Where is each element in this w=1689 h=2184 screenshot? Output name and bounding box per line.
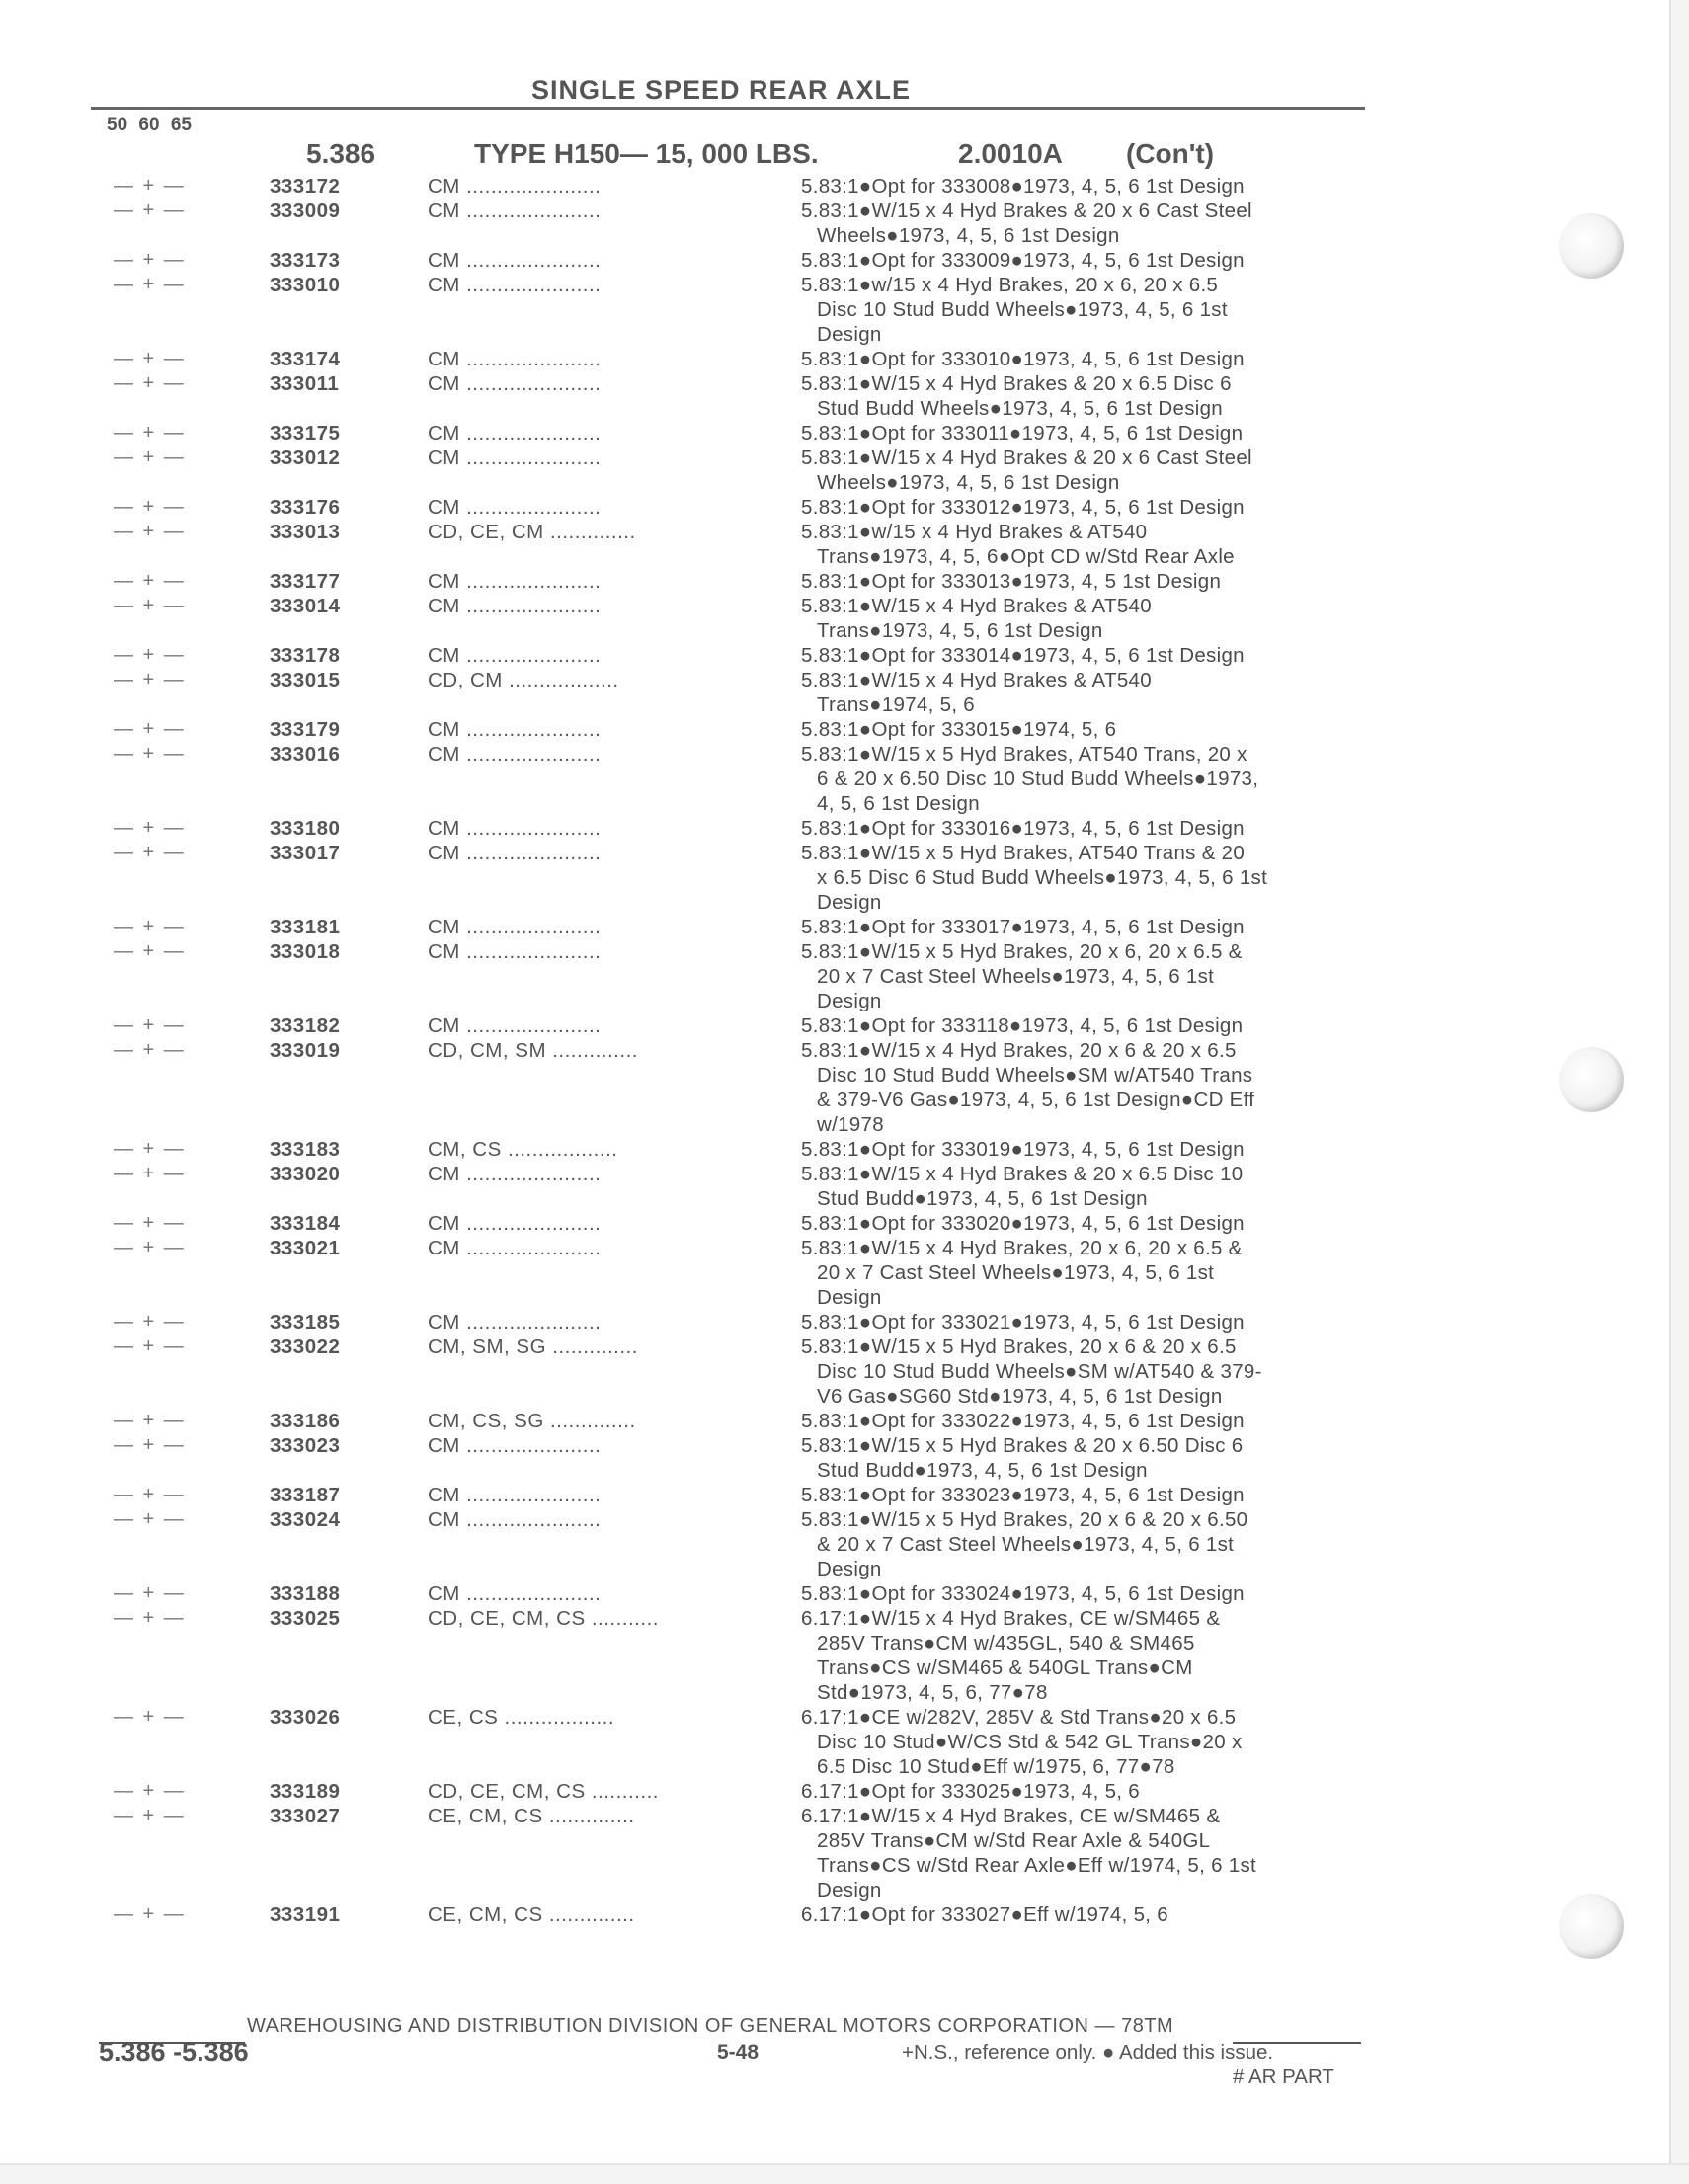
part-entry-continuation bbox=[0, 1656, 1383, 1680]
part-number: 333010 bbox=[270, 274, 341, 296]
model-year-column-heads: 50 60 65 bbox=[107, 115, 192, 135]
part-entry-row bbox=[0, 495, 1383, 520]
part-description: V6 Gas●SG60 Std●1973, 4, 5, 6 1st Design bbox=[817, 1385, 1223, 1408]
model-codes: CE, CM, CS .............. bbox=[428, 1805, 635, 1827]
part-entry-row bbox=[0, 594, 1383, 618]
part-entry-row bbox=[0, 1902, 1383, 1927]
year-availability-marks: — + — bbox=[114, 1039, 186, 1061]
part-entry-continuation bbox=[0, 989, 1383, 1013]
part-number: 333025 bbox=[270, 1607, 341, 1630]
part-description: 6.5 Disc 10 Stud●Eff w/1975, 6, 77●78 bbox=[817, 1755, 1175, 1778]
part-number: 333018 bbox=[270, 940, 341, 963]
part-description: Trans●1973, 4, 5, 6 1st Design bbox=[817, 619, 1103, 642]
part-description: 5.83:1●W/15 x 5 Hyd Brakes & 20 x 6.50 Disc 6 bbox=[801, 1434, 1244, 1457]
part-entry-row bbox=[0, 643, 1383, 668]
part-description: Disc 10 Stud Budd Wheels●1973, 4, 5, 6 1st bbox=[817, 298, 1228, 321]
model-codes: CM ...................... bbox=[428, 200, 602, 222]
part-description: 5.83:1●Opt for 333011●1973, 4, 5, 6 1st Design bbox=[801, 422, 1244, 445]
year-availability-marks: — + — bbox=[114, 644, 186, 666]
part-entry-continuation bbox=[0, 1631, 1383, 1656]
year-availability-marks: — + — bbox=[114, 1780, 186, 1802]
part-entry-continuation bbox=[0, 791, 1383, 816]
part-description: Design bbox=[817, 891, 882, 914]
part-number: 333185 bbox=[270, 1311, 341, 1334]
part-number: 333013 bbox=[270, 521, 341, 543]
year-availability-marks: — + — bbox=[114, 1335, 186, 1357]
part-description: 5.83:1●Opt for 333024●1973, 4, 5, 6 1st Design bbox=[801, 1582, 1245, 1605]
part-entry-row bbox=[0, 668, 1383, 692]
part-entry-continuation bbox=[0, 1532, 1383, 1557]
part-entry-continuation bbox=[0, 1384, 1383, 1409]
part-description: 5.83:1●W/15 x 4 Hyd Brakes & 20 x 6 Cast Steel bbox=[801, 200, 1252, 222]
part-entry-row bbox=[0, 841, 1383, 865]
model-codes: CD, CM .................. bbox=[428, 669, 619, 691]
part-number: 333184 bbox=[270, 1212, 341, 1235]
part-description: Stud Budd●1973, 4, 5, 6 1st Design bbox=[817, 1459, 1148, 1482]
binder-hole bbox=[1559, 1894, 1624, 1959]
part-entry-row bbox=[0, 347, 1383, 371]
year-availability-marks: — + — bbox=[114, 1163, 186, 1184]
model-codes: CM ...................... bbox=[428, 1582, 602, 1605]
year-availability-marks: — + — bbox=[114, 200, 186, 221]
part-description: 5.83:1●W/15 x 4 Hyd Brakes & AT540 bbox=[801, 669, 1152, 691]
model-codes: CD, CM, SM .............. bbox=[428, 1039, 638, 1062]
part-entry-row bbox=[0, 1335, 1383, 1359]
part-description: Trans●CS w/SM465 & 540GL Trans●CM bbox=[817, 1657, 1193, 1679]
model-codes: CD, CE, CM, CS ........... bbox=[428, 1607, 659, 1630]
part-description: 5.83:1●W/15 x 5 Hyd Brakes, 20 x 6, 20 x 6.5 & bbox=[801, 940, 1243, 963]
year-availability-marks: — + — bbox=[114, 1508, 186, 1530]
part-description: 5.83:1●w/15 x 4 Hyd Brakes, 20 x 6, 20 x 6.5 bbox=[801, 274, 1219, 296]
part-description: 5.83:1●Opt for 333118●1973, 4, 5, 6 1st Design bbox=[801, 1014, 1244, 1037]
part-description: 20 x 7 Cast Steel Wheels●1973, 4, 5, 6 1st bbox=[817, 965, 1215, 988]
footer-page-ref: 5.386 -5.386 bbox=[99, 2037, 249, 2066]
year-availability-marks: — + — bbox=[114, 570, 186, 592]
part-entry-continuation bbox=[0, 1754, 1383, 1779]
part-entry-continuation bbox=[0, 223, 1383, 248]
part-number: 333191 bbox=[270, 1903, 341, 1926]
part-description: 5.83:1●W/15 x 5 Hyd Brakes, AT540 Trans, 20 x bbox=[801, 743, 1247, 766]
part-description: Design bbox=[817, 1879, 882, 1901]
part-description: Stud Budd Wheels●1973, 4, 5, 6 1st Design bbox=[817, 397, 1224, 420]
model-codes: CM ...................... bbox=[428, 1237, 602, 1259]
part-entry-continuation bbox=[0, 1557, 1383, 1581]
year-availability-marks: — + — bbox=[114, 1805, 186, 1826]
part-entry-row bbox=[0, 174, 1383, 199]
part-description: 5.83:1●Opt for 333020●1973, 4, 5, 6 1st Design bbox=[801, 1212, 1245, 1235]
part-description: 5.83:1●Opt for 333021●1973, 4, 5, 6 1st Design bbox=[801, 1311, 1245, 1334]
part-description: Trans●CS w/Std Rear Axle●Eff w/1974, 5, 6 1st bbox=[817, 1854, 1257, 1877]
part-number: 333015 bbox=[270, 669, 341, 691]
part-entry-continuation bbox=[0, 767, 1383, 791]
model-codes: CD, CE, CM .............. bbox=[428, 521, 636, 543]
year-availability-marks: — + — bbox=[114, 916, 186, 937]
part-description: Trans●1973, 4, 5, 6●Opt CD w/Std Rear Axle bbox=[817, 545, 1235, 568]
part-number: 333026 bbox=[270, 1706, 341, 1729]
part-number: 333178 bbox=[270, 644, 341, 667]
part-description: 5.83:1●Opt for 333022●1973, 4, 5, 6 1st Design bbox=[801, 1410, 1245, 1432]
model-codes: CM ...................... bbox=[428, 496, 602, 519]
year-availability-marks: — + — bbox=[114, 1410, 186, 1431]
year-availability-marks: — + — bbox=[114, 496, 186, 518]
part-entry-row bbox=[0, 1433, 1383, 1458]
part-number: 333023 bbox=[270, 1434, 341, 1457]
part-description: 285V Trans●CM w/Std Rear Axle & 540GL bbox=[817, 1829, 1211, 1852]
year-availability-marks: — + — bbox=[114, 743, 186, 765]
section-continued: (Con't) bbox=[1126, 138, 1215, 169]
part-number: 333016 bbox=[270, 743, 341, 766]
part-entry-row bbox=[0, 717, 1383, 742]
part-number: 333176 bbox=[270, 496, 341, 519]
part-entry-continuation bbox=[0, 1359, 1383, 1384]
part-entry-row bbox=[0, 1211, 1383, 1236]
part-description: Wheels●1973, 4, 5, 6 1st Design bbox=[817, 224, 1120, 247]
footer-legend: +N.S., reference only. ● Added this issue. bbox=[902, 2041, 1274, 2063]
part-number: 333189 bbox=[270, 1780, 341, 1803]
part-entry-continuation bbox=[0, 865, 1383, 890]
model-codes: CM, SM, SG .............. bbox=[428, 1335, 638, 1358]
part-entry-row bbox=[0, 1581, 1383, 1606]
model-codes: CM ...................... bbox=[428, 175, 602, 198]
part-entry-continuation bbox=[0, 890, 1383, 915]
part-description: & 379-V6 Gas●1973, 4, 5, 6 1st Design●CD Eff bbox=[817, 1089, 1255, 1111]
part-entry-row bbox=[0, 915, 1383, 939]
model-codes: CM ...................... bbox=[428, 1508, 602, 1531]
part-number: 333019 bbox=[270, 1039, 341, 1062]
year-availability-marks: — + — bbox=[114, 1212, 186, 1234]
part-entry-continuation bbox=[0, 1878, 1383, 1902]
model-codes: CM ...................... bbox=[428, 422, 602, 445]
part-entry-continuation bbox=[0, 1260, 1383, 1285]
part-number: 333181 bbox=[270, 916, 341, 938]
part-description: Std●1973, 4, 5, 6, 77●78 bbox=[817, 1681, 1048, 1704]
part-number: 333186 bbox=[270, 1410, 341, 1432]
part-entry-row bbox=[0, 1779, 1383, 1804]
part-number: 333173 bbox=[270, 249, 341, 272]
page-edge-bottom bbox=[0, 2163, 1689, 2184]
part-entry-row bbox=[0, 199, 1383, 223]
part-number: 333022 bbox=[270, 1335, 341, 1358]
part-entry-continuation bbox=[0, 544, 1383, 569]
part-entry-continuation bbox=[0, 322, 1383, 347]
part-description: 6.17:1●W/15 x 4 Hyd Brakes, CE w/SM465 & bbox=[801, 1607, 1221, 1630]
part-entry-continuation bbox=[0, 470, 1383, 495]
part-number: 333017 bbox=[270, 842, 341, 864]
year-availability-marks: — + — bbox=[114, 274, 186, 295]
part-number: 333174 bbox=[270, 348, 341, 370]
part-description: Design bbox=[817, 1558, 882, 1580]
part-description: 5.83:1●Opt for 333023●1973, 4, 5, 6 1st Design bbox=[801, 1484, 1245, 1506]
part-description: Wheels●1973, 4, 5, 6 1st Design bbox=[817, 471, 1120, 494]
part-description: Stud Budd●1973, 4, 5, 6 1st Design bbox=[817, 1187, 1148, 1210]
model-codes: CM ...................... bbox=[428, 348, 602, 370]
year-availability-marks: — + — bbox=[114, 372, 186, 394]
part-description: Design bbox=[817, 990, 882, 1012]
title-rule bbox=[91, 107, 1365, 110]
part-entry-row bbox=[0, 1013, 1383, 1038]
part-description: 5.83:1●Opt for 333009●1973, 4, 5, 6 1st Design bbox=[801, 249, 1245, 272]
part-description: 5.83:1●W/15 x 4 Hyd Brakes & AT540 bbox=[801, 595, 1152, 617]
model-codes: CM ...................... bbox=[428, 1311, 602, 1334]
model-codes: CM ...................... bbox=[428, 570, 602, 593]
model-codes: CM ...................... bbox=[428, 372, 602, 395]
year-availability-marks: — + — bbox=[114, 1311, 186, 1333]
model-codes: CM ...................... bbox=[428, 1212, 602, 1235]
part-number: 333188 bbox=[270, 1582, 341, 1605]
part-description: 5.83:1●W/15 x 4 Hyd Brakes, 20 x 6, 20 x 6.5 & bbox=[801, 1237, 1243, 1259]
part-description: 5.83:1●W/15 x 5 Hyd Brakes, 20 x 6 & 20 x 6.5 bbox=[801, 1335, 1237, 1358]
model-codes: CM ...................... bbox=[428, 940, 602, 963]
part-entry-continuation bbox=[0, 1186, 1383, 1211]
model-codes: CE, CS .................. bbox=[428, 1706, 615, 1729]
part-number: 333175 bbox=[270, 422, 341, 445]
part-entry-row bbox=[0, 742, 1383, 767]
year-availability-marks: — + — bbox=[114, 1434, 186, 1456]
part-entry-row bbox=[0, 421, 1383, 445]
part-description: 5.83:1●Opt for 333014●1973, 4, 5, 6 1st Design bbox=[801, 644, 1245, 667]
model-codes: CD, CE, CM, CS ........... bbox=[428, 1780, 659, 1803]
part-number: 333177 bbox=[270, 570, 341, 593]
part-description: 6.17:1●W/15 x 4 Hyd Brakes, CE w/SM465 & bbox=[801, 1805, 1221, 1827]
part-entry-row bbox=[0, 248, 1383, 273]
model-codes: CM ...................... bbox=[428, 249, 602, 272]
part-entry-continuation bbox=[0, 1088, 1383, 1112]
model-codes: CM ...................... bbox=[428, 1014, 602, 1037]
binder-hole bbox=[1559, 213, 1624, 279]
year-availability-marks: — + — bbox=[114, 1607, 186, 1629]
model-codes: CM, CS .................. bbox=[428, 1138, 618, 1161]
part-description: Disc 10 Stud Budd Wheels●SM w/AT540 Trans bbox=[817, 1064, 1253, 1087]
part-entry-row bbox=[0, 1236, 1383, 1260]
year-availability-marks: — + — bbox=[114, 595, 186, 616]
model-codes: CM ...................... bbox=[428, 644, 602, 667]
part-entry-continuation bbox=[0, 1730, 1383, 1754]
model-codes: CM ...................... bbox=[428, 1163, 602, 1185]
part-description: 5.83:1●w/15 x 4 Hyd Brakes & AT540 bbox=[801, 521, 1148, 543]
part-description: Trans●1974, 5, 6 bbox=[817, 693, 976, 716]
year-availability-marks: — + — bbox=[114, 422, 186, 444]
part-description: 5.83:1●Opt for 333015●1974, 5, 6 bbox=[801, 718, 1117, 741]
model-codes: CE, CM, CS .............. bbox=[428, 1903, 635, 1926]
model-codes: CM ...................... bbox=[428, 817, 602, 840]
part-entry-row bbox=[0, 816, 1383, 841]
model-codes: CM ...................... bbox=[428, 446, 602, 469]
part-description: x 6.5 Disc 6 Stud Budd Wheels●1973, 4, 5, 6 1st bbox=[817, 866, 1268, 889]
part-entry-continuation bbox=[0, 692, 1383, 717]
part-description: Design bbox=[817, 1286, 882, 1309]
part-entry-row bbox=[0, 1162, 1383, 1186]
part-description: Design bbox=[817, 323, 882, 346]
part-description: & 20 x 7 Cast Steel Wheels●1973, 4, 5, 6 1st bbox=[817, 1533, 1235, 1556]
year-availability-marks: — + — bbox=[114, 1014, 186, 1036]
part-entry-row bbox=[0, 569, 1383, 594]
part-number: 333024 bbox=[270, 1508, 341, 1531]
year-availability-marks: — + — bbox=[114, 718, 186, 740]
parts-list bbox=[0, 174, 1383, 1927]
part-number: 333172 bbox=[270, 175, 341, 198]
model-codes: CM ...................... bbox=[428, 1434, 602, 1457]
part-entry-row bbox=[0, 1038, 1383, 1063]
model-codes: CM ...................... bbox=[428, 916, 602, 938]
part-description: 5.83:1●W/15 x 4 Hyd Brakes & 20 x 6.5 Disc 6 bbox=[801, 372, 1232, 395]
part-description: 5.83:1●Opt for 333019●1973, 4, 5, 6 1st Design bbox=[801, 1138, 1245, 1161]
part-description: 5.83:1●W/15 x 5 Hyd Brakes, 20 x 6 & 20 x 6.50 bbox=[801, 1508, 1248, 1531]
section-header bbox=[306, 138, 1393, 172]
model-codes: CM ...................... bbox=[428, 718, 602, 741]
year-availability-marks: — + — bbox=[114, 669, 186, 690]
part-description: 5.83:1●Opt for 333008●1973, 4, 5, 6 1st Design bbox=[801, 175, 1245, 198]
part-description: 6.17:1●Opt for 333027●Eff w/1974, 5, 6 bbox=[801, 1903, 1169, 1926]
part-number: 333183 bbox=[270, 1138, 341, 1161]
part-entry-continuation bbox=[0, 396, 1383, 421]
part-number: 333021 bbox=[270, 1237, 341, 1259]
part-entry-continuation bbox=[0, 1063, 1383, 1088]
part-description: 6 & 20 x 6.50 Disc 10 Stud Budd Wheels●1973, bbox=[817, 768, 1259, 790]
part-number: 333011 bbox=[270, 372, 340, 395]
part-number: 333180 bbox=[270, 817, 341, 840]
part-description: 5.83:1●W/15 x 4 Hyd Brakes, 20 x 6 & 20 x 6.5 bbox=[801, 1039, 1237, 1062]
year-availability-marks: — + — bbox=[114, 1138, 186, 1160]
part-description: 5.83:1●Opt for 333016●1973, 4, 5, 6 1st Design bbox=[801, 817, 1245, 840]
binder-hole bbox=[1559, 1047, 1624, 1112]
part-description: 5.83:1●Opt for 333010●1973, 4, 5, 6 1st Design bbox=[801, 348, 1245, 370]
part-entry-row bbox=[0, 1483, 1383, 1507]
part-description: 5.83:1●W/15 x 5 Hyd Brakes, AT540 Trans & 20 bbox=[801, 842, 1246, 864]
part-description: 285V Trans●CM w/435GL, 540 & SM465 bbox=[817, 1632, 1195, 1655]
part-description: Disc 10 Stud Budd Wheels●SM w/AT540 & 379- bbox=[817, 1360, 1262, 1383]
year-availability-marks: — + — bbox=[114, 446, 186, 468]
section-code: 5.386 bbox=[306, 138, 376, 169]
part-entry-row bbox=[0, 1409, 1383, 1433]
part-description: 5.83:1●W/15 x 4 Hyd Brakes & 20 x 6.5 Disc 10 bbox=[801, 1163, 1244, 1185]
footer-ar-part: # AR PART bbox=[1233, 2065, 1334, 2088]
part-description: Disc 10 Stud●W/CS Std & 542 GL Trans●20 x bbox=[817, 1731, 1243, 1753]
part-number: 333009 bbox=[270, 200, 341, 222]
part-entry-continuation bbox=[0, 297, 1383, 322]
part-entry-row bbox=[0, 939, 1383, 964]
part-entry-continuation bbox=[0, 1853, 1383, 1878]
part-entry-continuation bbox=[0, 1285, 1383, 1310]
part-description: 5.83:1●Opt for 333017●1973, 4, 5, 6 1st Design bbox=[801, 916, 1245, 938]
part-number: 333182 bbox=[270, 1014, 341, 1037]
footer-division: WAREHOUSING AND DISTRIBUTION DIVISION OF GENERAL MOTORS CORPORATION — 78TM bbox=[247, 2015, 1174, 2037]
part-number: 333014 bbox=[270, 595, 341, 617]
part-entry-continuation bbox=[0, 1458, 1383, 1483]
part-entry-continuation bbox=[0, 618, 1383, 643]
part-entry-continuation bbox=[0, 1112, 1383, 1137]
part-entry-continuation bbox=[0, 1680, 1383, 1705]
part-description: 20 x 7 Cast Steel Wheels●1973, 4, 5, 6 1st bbox=[817, 1261, 1215, 1284]
part-number: 333187 bbox=[270, 1484, 341, 1506]
year-availability-marks: — + — bbox=[114, 249, 186, 271]
part-entry-row bbox=[0, 1137, 1383, 1162]
year-availability-marks: — + — bbox=[114, 1706, 186, 1728]
part-description: 6.17:1●Opt for 333025●1973, 4, 5, 6 bbox=[801, 1780, 1141, 1803]
part-description: w/1978 bbox=[817, 1113, 884, 1136]
model-codes: CM, CS, SG .............. bbox=[428, 1410, 636, 1432]
part-number: 333179 bbox=[270, 718, 341, 741]
model-codes: CM ...................... bbox=[428, 274, 602, 296]
year-availability-marks: — + — bbox=[114, 1484, 186, 1505]
part-entry-row bbox=[0, 1804, 1383, 1828]
page-title: SINGLE SPEED REAR AXLE bbox=[531, 75, 912, 105]
year-availability-marks: — + — bbox=[114, 940, 186, 962]
part-entry-row bbox=[0, 371, 1383, 396]
model-codes: CM ...................... bbox=[428, 1484, 602, 1506]
part-entry-row bbox=[0, 445, 1383, 470]
part-entry-row bbox=[0, 520, 1383, 544]
footer-page-number: 5-48 bbox=[717, 2041, 760, 2063]
year-availability-marks: — + — bbox=[114, 1582, 186, 1604]
part-description: 5.83:1●Opt for 333013●1973, 4, 5 1st Design bbox=[801, 570, 1222, 593]
part-entry-continuation bbox=[0, 1828, 1383, 1853]
page-edge-right bbox=[1669, 0, 1689, 2182]
part-entry-row bbox=[0, 1310, 1383, 1335]
year-availability-marks: — + — bbox=[114, 1237, 186, 1258]
year-availability-marks: — + — bbox=[114, 1903, 186, 1925]
section-ref: 2.0010A bbox=[958, 138, 1063, 169]
part-number: 333027 bbox=[270, 1805, 341, 1827]
part-entry-row bbox=[0, 1606, 1383, 1631]
year-availability-marks: — + — bbox=[114, 521, 186, 542]
part-entry-row bbox=[0, 1705, 1383, 1730]
year-availability-marks: — + — bbox=[114, 348, 186, 369]
part-entry-row bbox=[0, 273, 1383, 297]
part-entry-continuation bbox=[0, 964, 1383, 989]
part-entry-row bbox=[0, 1507, 1383, 1532]
model-codes: CM ...................... bbox=[428, 595, 602, 617]
year-availability-marks: — + — bbox=[114, 175, 186, 197]
part-description: 6.17:1●CE w/282V, 285V & Std Trans●20 x 6.5 bbox=[801, 1706, 1237, 1729]
year-availability-marks: — + — bbox=[114, 842, 186, 863]
part-description: 5.83:1●W/15 x 4 Hyd Brakes & 20 x 6 Cast Steel bbox=[801, 446, 1252, 469]
model-codes: CM ...................... bbox=[428, 743, 602, 766]
part-description: 4, 5, 6 1st Design bbox=[817, 792, 980, 815]
model-codes: CM ...................... bbox=[428, 842, 602, 864]
part-number: 333012 bbox=[270, 446, 341, 469]
part-description: 5.83:1●Opt for 333012●1973, 4, 5, 6 1st Design bbox=[801, 496, 1245, 519]
year-availability-marks: — + — bbox=[114, 817, 186, 839]
part-number: 333020 bbox=[270, 1163, 341, 1185]
section-type: TYPE H150— 15, 000 LBS. bbox=[474, 138, 819, 169]
